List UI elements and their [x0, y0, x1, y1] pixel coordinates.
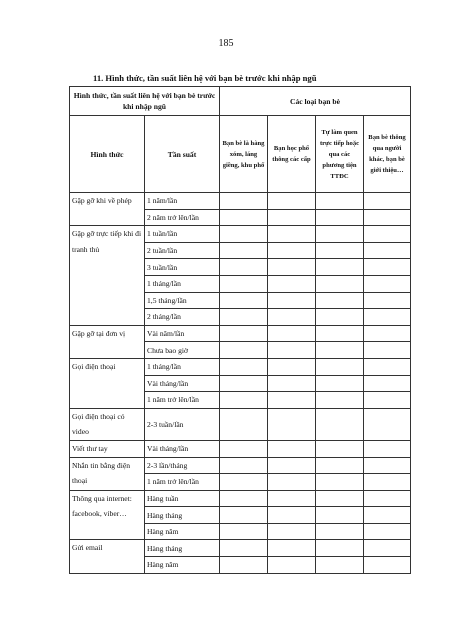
survey-table — [69, 86, 411, 574]
answer-cell[interactable] — [316, 226, 364, 243]
frequency-cell: 1,5 tháng/lần — [145, 292, 220, 309]
answer-cell[interactable] — [220, 325, 268, 342]
answer-cell[interactable] — [268, 490, 316, 507]
answer-cell[interactable] — [316, 358, 364, 375]
answer-cell[interactable] — [316, 375, 364, 392]
frequency-cell: Hàng tháng — [145, 507, 220, 524]
frequency-cell: Hàng tuần — [145, 490, 220, 507]
answer-cell[interactable] — [220, 557, 268, 574]
section-title: 11. Hình thức, tần suất liên hệ với bạn bè trước khi nhập ngũ — [93, 73, 317, 83]
answer-cell[interactable] — [364, 259, 411, 276]
frequency-cell: Vài tháng/lần — [145, 375, 220, 392]
answer-cell[interactable] — [316, 440, 364, 457]
answer-cell[interactable] — [268, 440, 316, 457]
method-cell: Gọi điện thoại có video — [70, 408, 145, 440]
answer-cell[interactable] — [364, 375, 411, 392]
method-cell: Thông qua internet: facebook, viber… — [70, 490, 145, 540]
answer-cell[interactable] — [364, 457, 411, 474]
frequency-cell: 2 tuần/lần — [145, 242, 220, 259]
answer-cell[interactable] — [364, 309, 411, 326]
answer-cell[interactable] — [268, 325, 316, 342]
answer-cell[interactable] — [268, 557, 316, 574]
answer-cell[interactable] — [316, 408, 364, 440]
frequency-cell: 2 tháng/lần — [145, 309, 220, 326]
frequency-cell: 1 tháng/lần — [145, 358, 220, 375]
answer-cell[interactable] — [220, 375, 268, 392]
frequency-cell: Vài tháng/lần — [145, 440, 220, 457]
header-frequency: Tần suất — [145, 116, 220, 193]
answer-cell[interactable] — [316, 392, 364, 409]
answer-cell[interactable] — [268, 275, 316, 292]
answer-cell[interactable] — [220, 275, 268, 292]
answer-cell[interactable] — [364, 209, 411, 226]
frequency-cell: 1 năm/lần — [145, 193, 220, 210]
answer-cell[interactable] — [268, 474, 316, 491]
answer-cell[interactable] — [316, 490, 364, 507]
answer-cell[interactable] — [364, 275, 411, 292]
header-row-group — [70, 87, 411, 116]
frequency-cell: 1 tháng/lần — [145, 275, 220, 292]
table-row — [70, 457, 411, 474]
answer-cell[interactable] — [220, 193, 268, 210]
table-row — [70, 440, 411, 457]
answer-cell[interactable] — [268, 392, 316, 409]
table-row — [70, 325, 411, 342]
header-group-left: Hình thức, tần suất liên hệ với bạn bè trước khi nhập ngũ — [70, 87, 220, 116]
answer-cell[interactable] — [364, 193, 411, 210]
answer-cell[interactable] — [268, 226, 316, 243]
method-cell: Nhắn tin bằng điện thoại — [70, 457, 145, 490]
header-friend-type-2: Bạn học phổ thông các cấp — [268, 116, 316, 193]
answer-cell[interactable] — [364, 342, 411, 359]
frequency-cell: Hàng tháng — [145, 540, 220, 557]
header-friend-type-1: Bạn bè là hàng xóm, láng giềng, khu phố — [220, 116, 268, 193]
answer-cell[interactable] — [364, 507, 411, 524]
frequency-cell: 1 năm trở lên/lần — [145, 392, 220, 409]
frequency-cell: 1 năm trở lên/lần — [145, 474, 220, 491]
answer-cell[interactable] — [364, 523, 411, 540]
frequency-cell: Hàng năm — [145, 557, 220, 574]
page-number: 185 — [218, 38, 234, 49]
answer-cell[interactable] — [364, 540, 411, 557]
answer-cell[interactable] — [316, 209, 364, 226]
answer-cell[interactable] — [220, 358, 268, 375]
answer-cell[interactable] — [316, 242, 364, 259]
table-row — [70, 408, 411, 440]
answer-cell[interactable] — [364, 226, 411, 243]
header-friend-type-3: Tự làm quen trực tiếp hoặc qua các phương tiện TTĐC — [316, 116, 364, 193]
answer-cell[interactable] — [268, 375, 316, 392]
answer-cell[interactable] — [364, 408, 411, 440]
answer-cell[interactable] — [220, 209, 268, 226]
answer-cell[interactable] — [220, 540, 268, 557]
answer-cell[interactable] — [268, 507, 316, 524]
answer-cell[interactable] — [364, 392, 411, 409]
answer-cell[interactable] — [316, 557, 364, 574]
answer-cell[interactable] — [220, 440, 268, 457]
answer-cell[interactable] — [220, 523, 268, 540]
answer-cell[interactable] — [220, 474, 268, 491]
table-row — [70, 490, 411, 507]
answer-cell[interactable] — [364, 325, 411, 342]
answer-cell[interactable] — [268, 408, 316, 440]
header-group-right: Các loại bạn bè — [220, 87, 411, 116]
frequency-cell: 1 tuần/lần — [145, 226, 220, 243]
answer-cell[interactable] — [268, 209, 316, 226]
answer-cell[interactable] — [364, 292, 411, 309]
answer-cell[interactable] — [220, 342, 268, 359]
frequency-cell: 2-3 tuần/lần — [145, 408, 220, 440]
answer-cell[interactable] — [316, 193, 364, 210]
frequency-cell: 3 tuần/lần — [145, 259, 220, 276]
answer-cell[interactable] — [220, 408, 268, 440]
answer-cell[interactable] — [220, 309, 268, 326]
answer-cell[interactable] — [268, 193, 316, 210]
method-cell: Viết thư tay — [70, 440, 145, 457]
answer-cell[interactable] — [316, 507, 364, 524]
answer-cell[interactable] — [316, 457, 364, 474]
answer-cell[interactable] — [220, 292, 268, 309]
answer-cell[interactable] — [220, 259, 268, 276]
answer-cell[interactable] — [220, 226, 268, 243]
answer-cell[interactable] — [316, 309, 364, 326]
answer-cell[interactable] — [268, 292, 316, 309]
answer-cell[interactable] — [268, 358, 316, 375]
answer-cell[interactable] — [220, 507, 268, 524]
answer-cell[interactable] — [364, 440, 411, 457]
frequency-cell: 2 năm trở lên/lần — [145, 209, 220, 226]
answer-cell[interactable] — [268, 457, 316, 474]
answer-cell[interactable] — [220, 457, 268, 474]
answer-cell[interactable] — [316, 523, 364, 540]
answer-cell[interactable] — [316, 474, 364, 491]
answer-cell[interactable] — [220, 490, 268, 507]
answer-cell[interactable] — [364, 358, 411, 375]
answer-cell[interactable] — [316, 342, 364, 359]
answer-cell[interactable] — [364, 557, 411, 574]
answer-cell[interactable] — [316, 275, 364, 292]
method-cell: Gặp gỡ khi về phép — [70, 193, 145, 226]
method-cell: Gặp gỡ tại đơn vị — [70, 325, 145, 358]
answer-cell[interactable] — [364, 242, 411, 259]
frequency-cell: Chưa bao giờ — [145, 342, 220, 359]
header-friend-type-4: Bạn bè thông qua người khác, bạn bè giới thiệu… — [364, 116, 411, 193]
answer-cell[interactable] — [268, 242, 316, 259]
answer-cell[interactable] — [316, 325, 364, 342]
method-cell: Gặp gỡ trực tiếp khi đi tranh thủ — [70, 226, 145, 326]
answer-cell[interactable] — [364, 490, 411, 507]
answer-cell[interactable] — [316, 540, 364, 557]
answer-cell[interactable] — [268, 259, 316, 276]
answer-cell[interactable] — [268, 309, 316, 326]
table-row — [70, 193, 411, 210]
frequency-cell: 2-3 lần/tháng — [145, 457, 220, 474]
table-row — [70, 358, 411, 375]
method-cell: Gọi điện thoại — [70, 358, 145, 408]
answer-cell[interactable] — [268, 523, 316, 540]
answer-cell[interactable] — [364, 474, 411, 491]
frequency-cell: Hàng năm — [145, 523, 220, 540]
table-row — [70, 540, 411, 557]
table-row — [70, 226, 411, 243]
answer-cell[interactable] — [268, 342, 316, 359]
frequency-cell: Vài năm/lần — [145, 325, 220, 342]
answer-cell[interactable] — [316, 259, 364, 276]
answer-cell[interactable] — [220, 242, 268, 259]
answer-cell[interactable] — [268, 540, 316, 557]
method-cell: Gửi email — [70, 540, 145, 573]
answer-cell[interactable] — [220, 392, 268, 409]
header-row-columns — [70, 116, 411, 193]
answer-cell[interactable] — [316, 292, 364, 309]
header-method: Hình thức — [70, 116, 145, 193]
